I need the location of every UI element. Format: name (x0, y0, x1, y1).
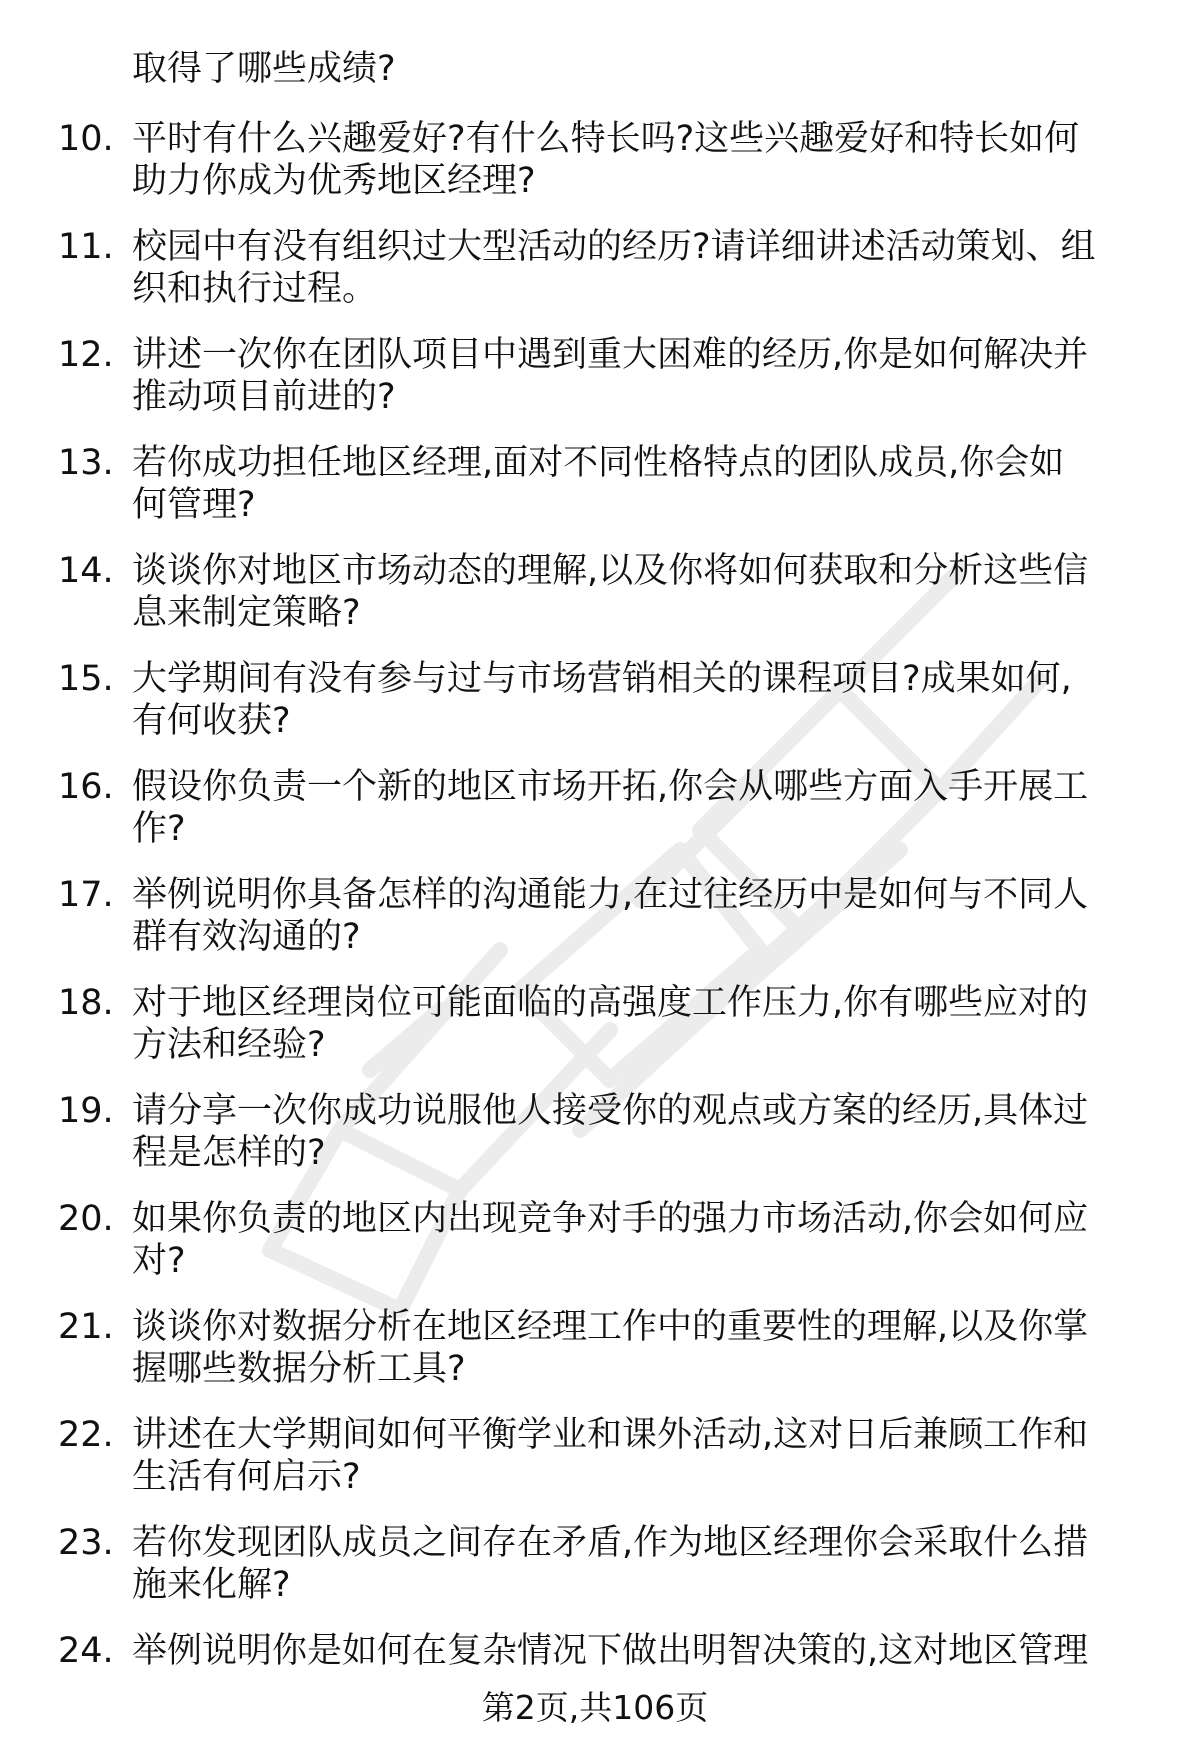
question-line: 握哪些数据分析工具? (132, 1349, 466, 1389)
question-line: 若你成功担任地区经理,面对不同性格特点的团队成员,你会如 (132, 443, 1065, 483)
list-item (0, 442, 1190, 526)
list-item (0, 982, 1190, 1066)
question-line: 何管理? (132, 485, 256, 525)
question-number: 23. (58, 1523, 114, 1563)
list-item (0, 658, 1190, 742)
question-number: 19. (58, 1091, 114, 1131)
question-text (132, 1630, 1147, 1672)
list-item (0, 1090, 1190, 1174)
list-item (0, 1306, 1190, 1390)
list-item (0, 1522, 1190, 1606)
question-line: 生活有何启示? (132, 1457, 361, 1497)
page-footer: 第2页,共106页 (481, 1688, 709, 1727)
question-number: 18. (58, 983, 114, 1023)
question-number: 24. (58, 1631, 114, 1671)
question-text (132, 550, 1147, 634)
question-number: 14. (58, 551, 114, 591)
question-text (132, 334, 1147, 418)
question-line: 施来化解? (132, 1565, 291, 1605)
question-line: 谈谈你对数据分析在地区经理工作中的重要性的理解,以及你掌 (132, 1307, 1089, 1347)
question-text (132, 1522, 1147, 1606)
list-item (0, 1630, 1190, 1672)
continued-question-text: 取得了哪些成绩? (132, 49, 396, 89)
list-item (0, 118, 1190, 202)
list-item (0, 226, 1190, 310)
question-number: 13. (58, 443, 114, 483)
question-number: 22. (58, 1415, 114, 1455)
question-line: 大学期间有没有参与过与市场营销相关的课程项目?成果如何, (132, 659, 1072, 699)
question-line: 对? (132, 1241, 186, 1281)
question-line: 如果你负责的地区内出现竞争对手的强力市场活动,你会如何应 (132, 1199, 1089, 1239)
question-line: 有何收获? (132, 701, 291, 741)
list-item (0, 874, 1190, 958)
question-line: 讲述一次你在团队项目中遇到重大困难的经历,你是如何解决并 (132, 335, 1089, 375)
question-text (132, 658, 1147, 742)
question-number: 15. (58, 659, 114, 699)
question-line: 举例说明你具备怎样的沟通能力,在过往经历中是如何与不同人 (132, 875, 1089, 915)
list-item (0, 550, 1190, 634)
question-line: 对于地区经理岗位可能面临的高强度工作压力,你有哪些应对的 (132, 983, 1089, 1023)
question-line: 方法和经验? (132, 1025, 326, 1065)
question-line: 息来制定策略? (132, 593, 361, 633)
question-number: 10. (58, 119, 114, 159)
question-number: 11. (58, 227, 114, 267)
question-text (132, 1198, 1147, 1282)
list-item (0, 1198, 1190, 1282)
question-text (132, 874, 1147, 958)
question-line: 助力你成为优秀地区经理? (132, 161, 536, 201)
question-line: 平时有什么兴趣爱好?有什么特长吗?这些兴趣爱好和特长如何 (132, 119, 1080, 159)
question-line: 织和执行过程。 (132, 269, 378, 309)
question-number: 20. (58, 1199, 114, 1239)
question-line: 谈谈你对地区市场动态的理解,以及你将如何获取和分析这些信 (132, 551, 1089, 591)
question-text (132, 118, 1147, 202)
question-line: 群有效沟通的? (132, 917, 361, 957)
question-line: 假设你负责一个新的地区市场开拓,你会从哪些方面入手开展工 (132, 767, 1089, 807)
list-item (0, 334, 1190, 418)
question-line: 程是怎样的? (132, 1133, 326, 1173)
question-content (0, 48, 1190, 1696)
question-list (0, 118, 1190, 1672)
question-text (132, 766, 1147, 850)
question-line: 作? (132, 809, 186, 849)
question-number: 12. (58, 335, 114, 375)
question-line: 讲述在大学期间如何平衡学业和课外活动,这对日后兼顾工作和 (132, 1415, 1089, 1455)
question-text (132, 1306, 1147, 1390)
question-number: 21. (58, 1307, 114, 1347)
question-text (132, 442, 1147, 526)
question-line: 请分享一次你成功说服他人接受你的观点或方案的经历,具体过 (132, 1091, 1089, 1131)
question-line: 若你发现团队成员之间存在矛盾,作为地区经理你会采取什么措 (132, 1523, 1089, 1563)
question-text (132, 1090, 1147, 1174)
list-item (0, 766, 1190, 850)
question-line: 举例说明你是如何在复杂情况下做出明智决策的,这对地区管理 (132, 1631, 1089, 1671)
question-line: 推动项目前进的? (132, 377, 396, 417)
question-line: 校园中有没有组织过大型活动的经历?请详细讲述活动策划、组 (132, 227, 1096, 267)
list-item (0, 1414, 1190, 1498)
question-text (132, 226, 1147, 310)
question-number: 17. (58, 875, 114, 915)
question-text (132, 982, 1147, 1066)
question-text (132, 1414, 1147, 1498)
question-number: 16. (58, 767, 114, 807)
